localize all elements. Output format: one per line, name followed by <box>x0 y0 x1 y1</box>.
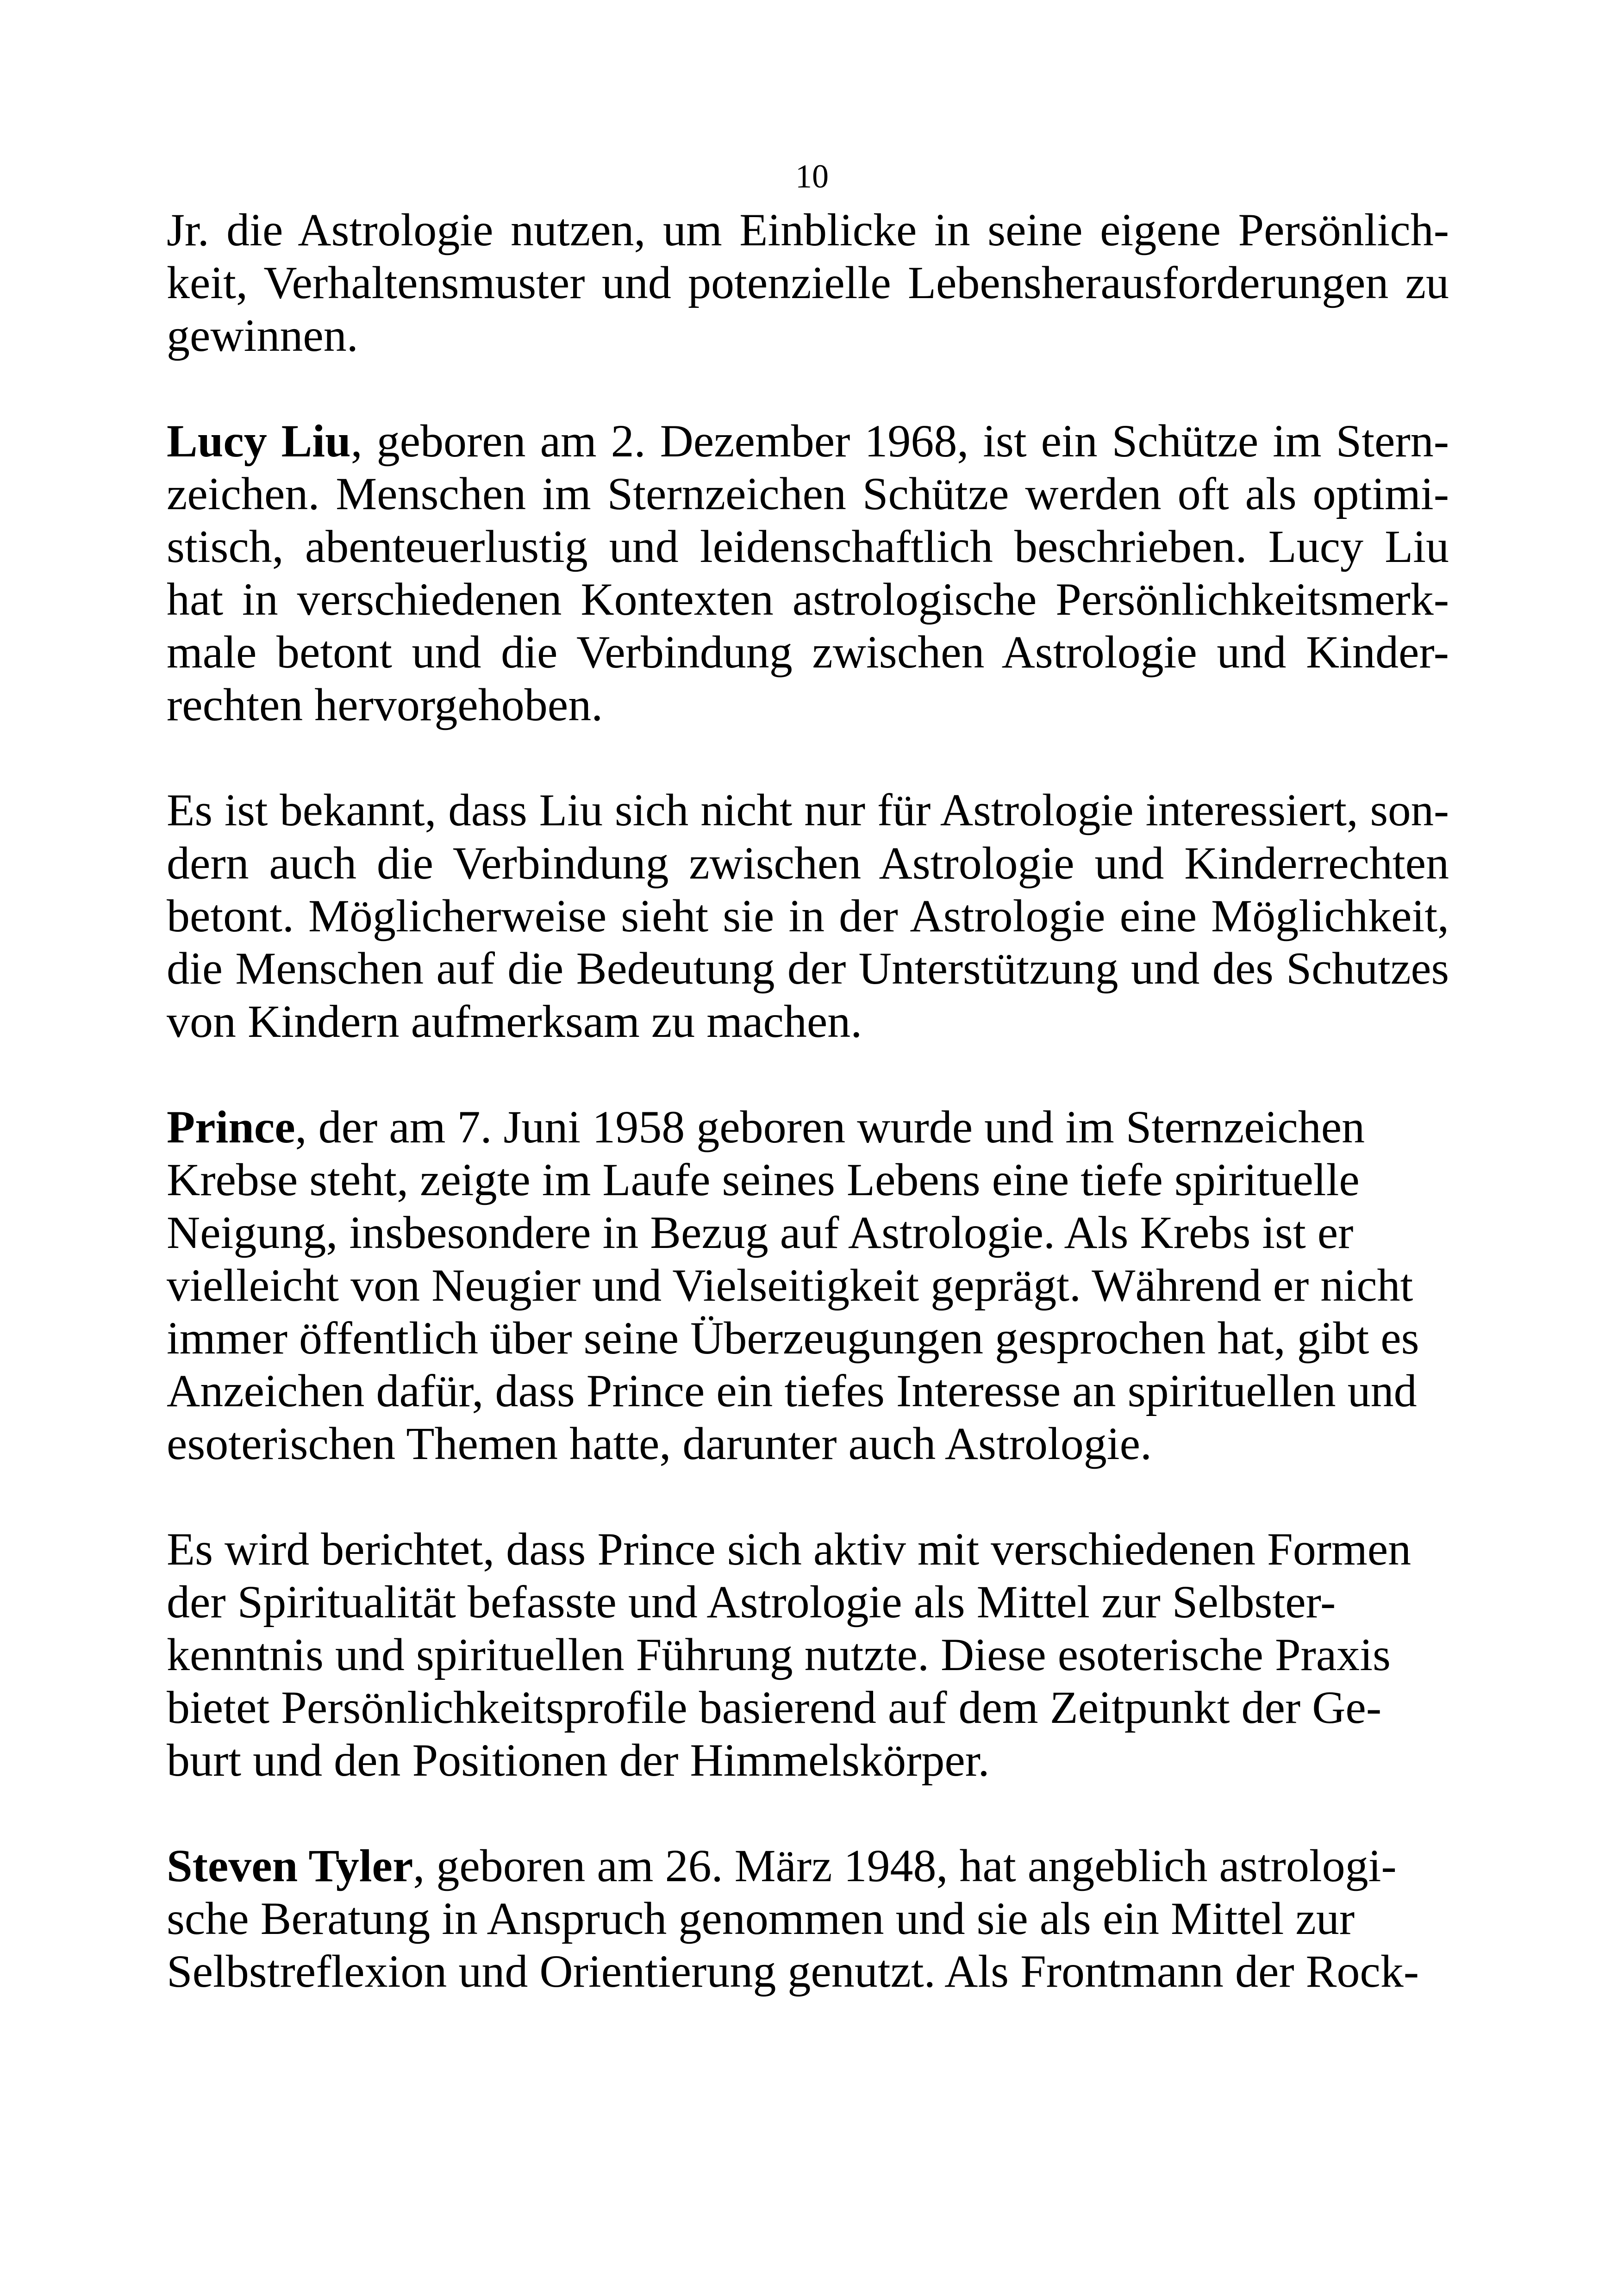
text-line <box>167 1417 1449 1470</box>
text-line <box>167 1259 1449 1312</box>
line-text: Es ist bekannt, dass Liu sich nicht nur für Astrologie interessiert, son- <box>167 785 1449 836</box>
line-text: Es wird berichtet, dass Prince sich aktiv mit verschiedenen Formen <box>167 1523 1412 1575</box>
paragraph-gap <box>167 1787 1449 1840</box>
text-line <box>167 468 1449 520</box>
text-line <box>167 995 1449 1048</box>
line-text: Anzeichen dafür, dass Prince ein tiefes Interesse an spirituellen und <box>167 1365 1417 1416</box>
text-line <box>167 1840 1449 1892</box>
line-text: , der am 7. Juni 1958 geboren wurde und im Sternzeichen <box>295 1101 1365 1153</box>
line-text: bietet Persönlichkeitsprofile basierend auf dem Zeitpunkt der Ge- <box>167 1682 1382 1733</box>
paragraph <box>167 784 1449 1048</box>
line-text: hat in verschiedenen Kontexten astrologische Persönlichkeitsmerk- <box>167 574 1449 625</box>
text-line <box>167 204 1449 256</box>
body-text <box>167 204 1449 1998</box>
line-text: kenntnis und spirituellen Führung nutzte. Diese esoterische Praxis <box>167 1629 1391 1680</box>
text-line <box>167 1628 1449 1681</box>
line-text: zeichen. Menschen im Sternzeichen Schütze werden oft als optimi- <box>167 468 1449 519</box>
line-text: Jr. die Astrologie nutzen, um Einblicke in seine eigene Persönlich- <box>167 204 1449 256</box>
text-line <box>167 573 1449 626</box>
line-text: , geboren am 2. Dezember 1968, ist ein Schütze im Stern- <box>350 415 1449 467</box>
paragraph-gap <box>167 1048 1449 1101</box>
person-name: Steven Tyler <box>167 1840 413 1891</box>
paragraph <box>167 1101 1449 1470</box>
line-text: gewinnen. <box>167 310 358 361</box>
line-text: betont. Möglicherweise sieht sie in der Astrologie eine Möglichkeit, <box>167 890 1449 942</box>
line-text: stisch, abenteuerlustig und leidenschaftlich beschrieben. Lucy Liu <box>167 521 1449 572</box>
text-line <box>167 1101 1449 1154</box>
paragraph <box>167 204 1449 362</box>
line-text: der Spiritualität befasste und Astrologie als Mittel zur Selbster- <box>167 1576 1336 1628</box>
text-line <box>167 1681 1449 1734</box>
line-text: , geboren am 26. März 1948, hat angeblich astrologi- <box>413 1840 1397 1891</box>
line-text: male betont und die Verbindung zwischen Astrologie und Kinder- <box>167 626 1449 678</box>
text-line <box>167 1734 1449 1787</box>
text-line <box>167 1154 1449 1206</box>
line-text: die Menschen auf die Bedeutung der Unterstützung und des Schutzes <box>167 943 1449 994</box>
paragraph <box>167 1840 1449 1998</box>
line-text: rechten hervorgehoben. <box>167 679 603 730</box>
line-text: sche Beratung in Anspruch genommen und sie als ein Mittel zur <box>167 1893 1355 1944</box>
text-line <box>167 1206 1449 1259</box>
text-line <box>167 520 1449 573</box>
line-text: keit, Verhaltensmuster und potenzielle Lebensherausforderungen zu <box>167 257 1449 308</box>
line-text: dern auch die Verbindung zwischen Astrologie und Kinderrechten <box>167 837 1449 889</box>
paragraph <box>167 1523 1449 1787</box>
text-line <box>167 837 1449 890</box>
text-line <box>167 1945 1449 1998</box>
page-number: 10 <box>795 158 829 195</box>
paragraph-gap <box>167 362 1449 415</box>
text-line <box>167 942 1449 995</box>
line-text: Krebse steht, zeigte im Laufe seines Lebens eine tiefe spirituelle <box>167 1154 1360 1205</box>
text-line <box>167 626 1449 679</box>
line-text: Selbstreflexion und Orientierung genutzt. Als Frontmann der Rock- <box>167 1946 1419 1997</box>
text-line <box>167 256 1449 309</box>
person-name: Lucy Liu <box>167 415 351 467</box>
paragraph-gap <box>167 731 1449 784</box>
text-line <box>167 309 1449 362</box>
text-line <box>167 415 1449 468</box>
text-line <box>167 784 1449 837</box>
line-text: immer öffentlich über seine Überzeugungen gesprochen hat, gibt es <box>167 1312 1419 1364</box>
text-line <box>167 679 1449 731</box>
line-text: Neigung, insbesondere in Bezug auf Astrologie. Als Krebs ist er <box>167 1207 1354 1258</box>
paragraph <box>167 415 1449 731</box>
text-line <box>167 1365 1449 1417</box>
text-line <box>167 1523 1449 1576</box>
person-name: Prince <box>167 1101 295 1153</box>
line-text: burt und den Positionen der Himmelskörper. <box>167 1734 990 1786</box>
text-line <box>167 890 1449 942</box>
paragraph-gap <box>167 1470 1449 1523</box>
text-line <box>167 1892 1449 1945</box>
line-text: esoterischen Themen hatte, darunter auch Astrologie. <box>167 1418 1152 1469</box>
line-text: von Kindern aufmerksam zu machen. <box>167 996 862 1047</box>
line-text: vielleicht von Neugier und Vielseitigkeit geprägt. Während er nicht <box>167 1260 1413 1311</box>
text-line <box>167 1312 1449 1365</box>
text-line <box>167 1576 1449 1628</box>
